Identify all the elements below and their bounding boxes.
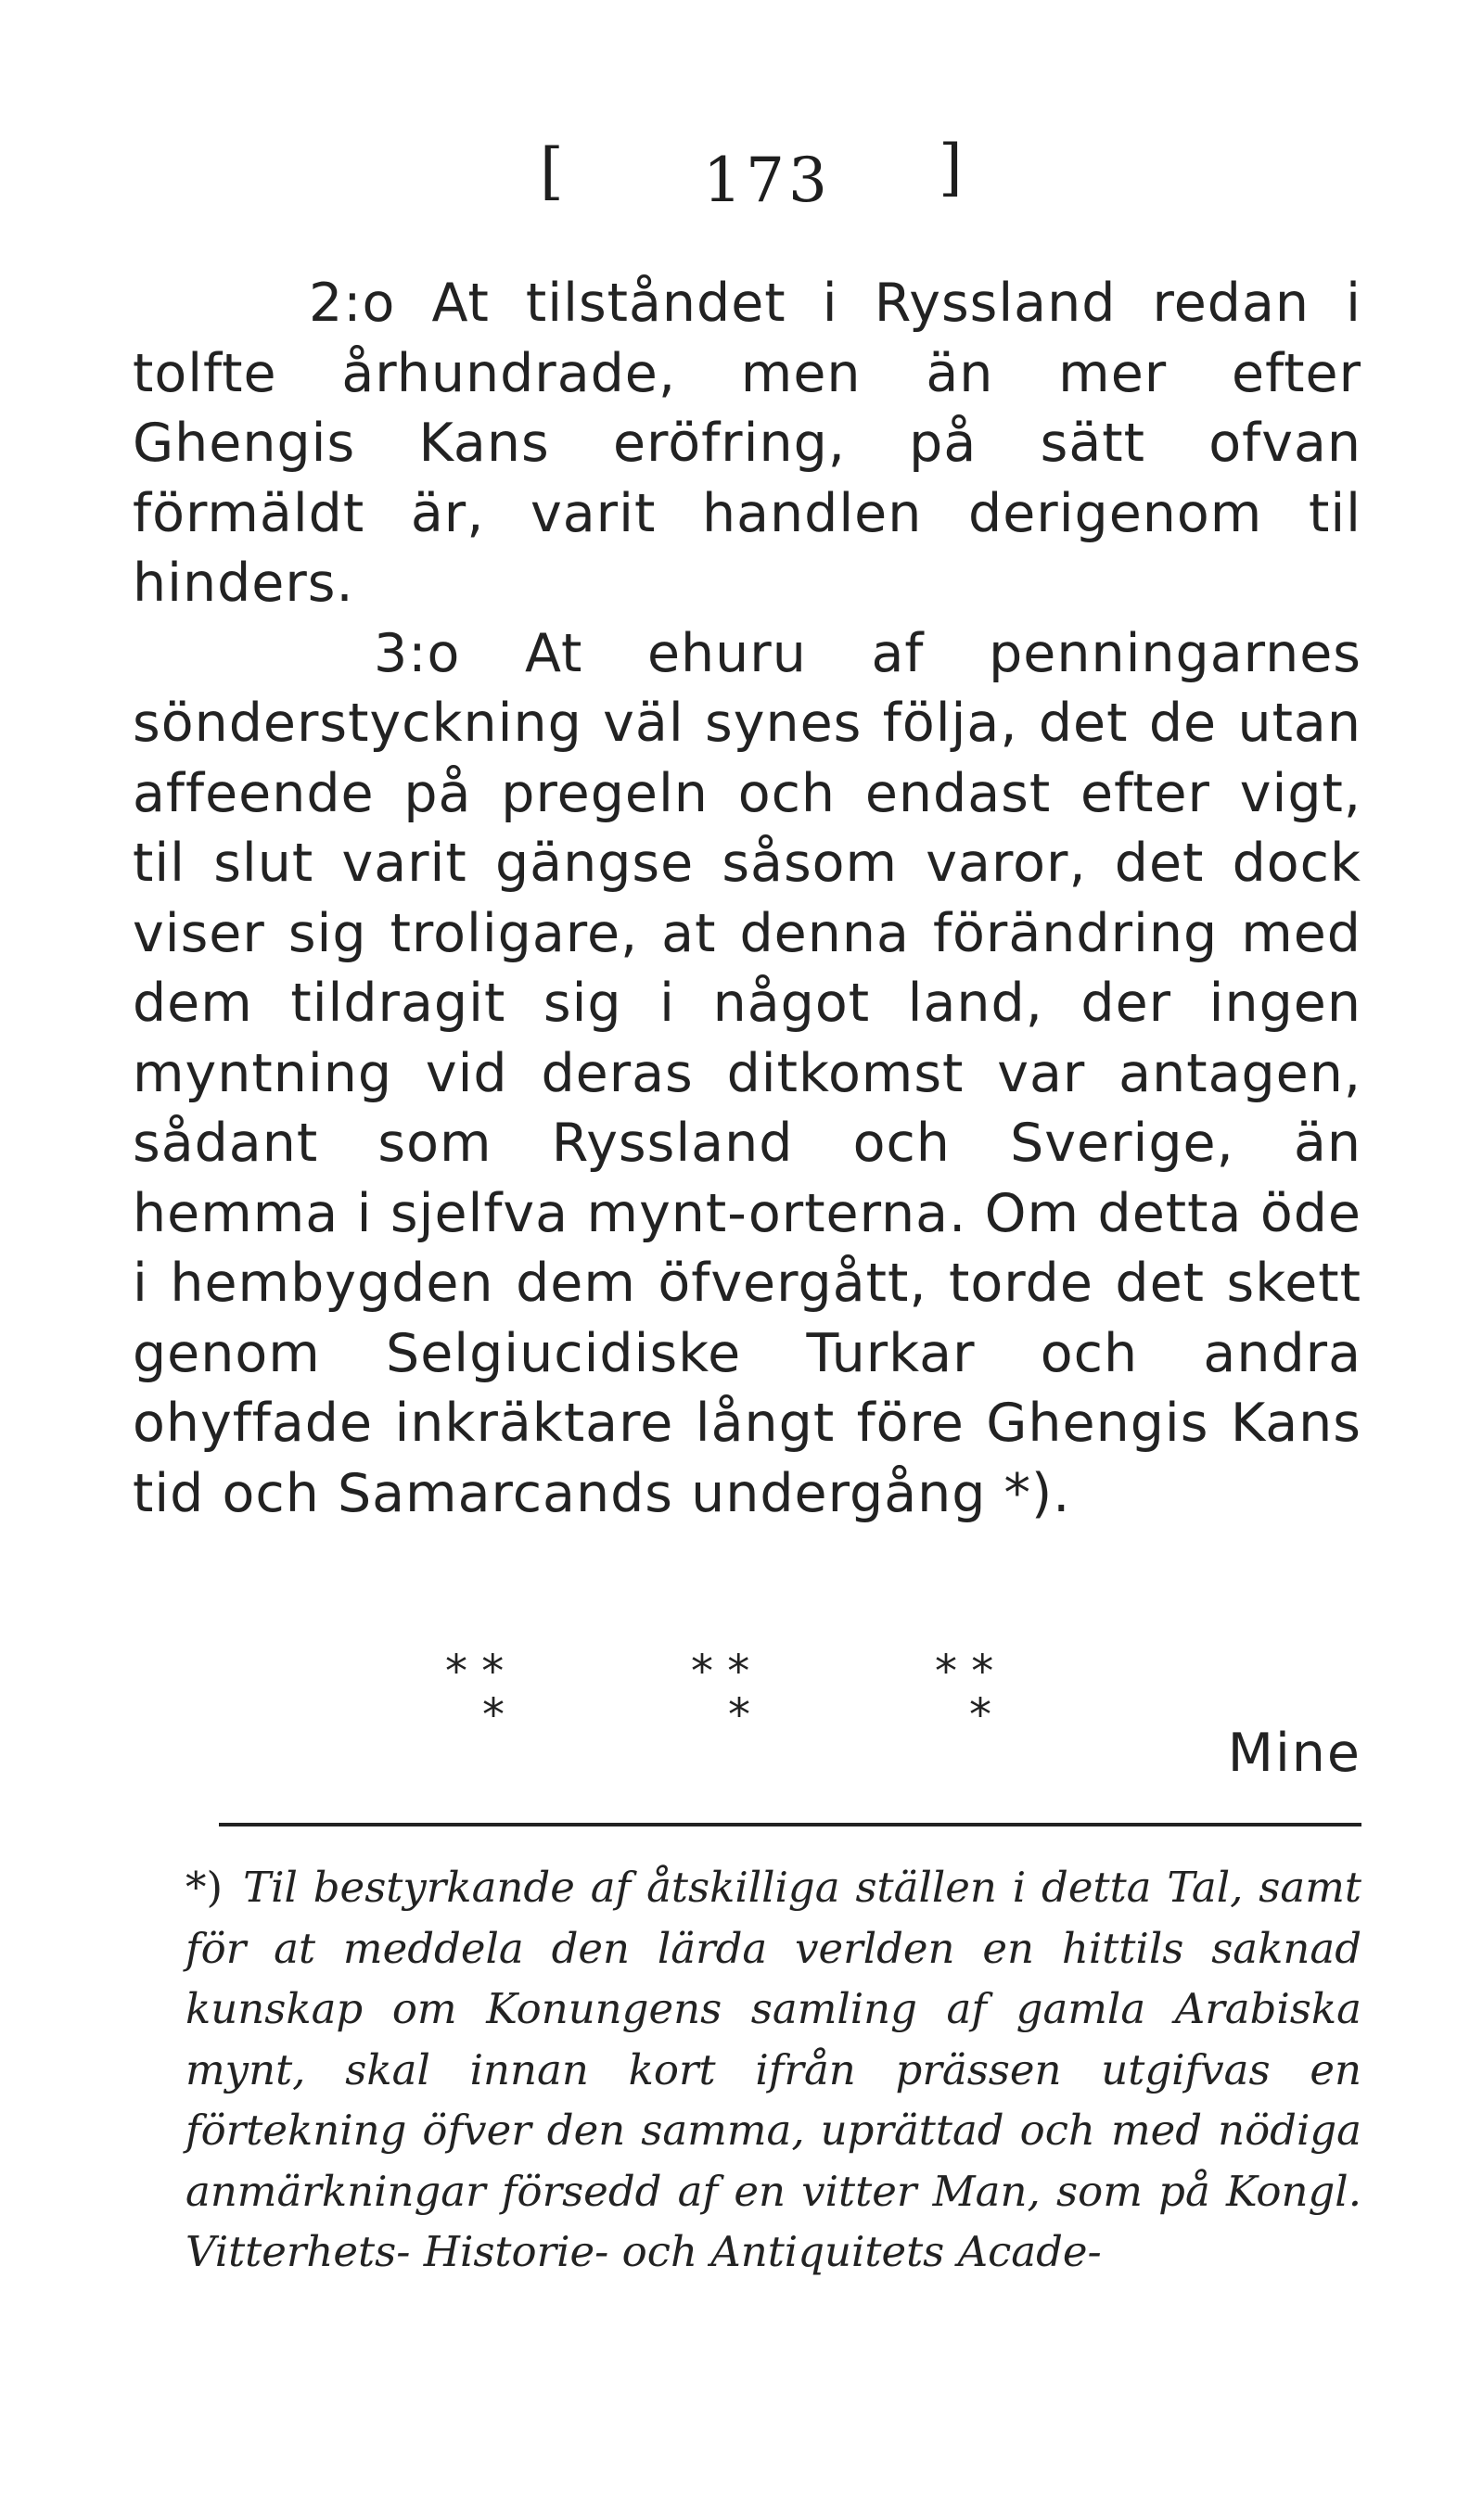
footnote	[185, 1857, 1361, 2283]
footnote-separator-rule	[219, 1823, 1361, 1826]
catchword: Mine	[1227, 1723, 1361, 1784]
asterism-pair: * *	[935, 1646, 994, 1698]
asterism-single: *	[482, 1689, 505, 1741]
paragraph-point-2: 2:o At tilståndet i Ryssland redan i tolfte århundrade, men än mer efter Ghengis Kans eröfring, på sätt ofvan förmäldt är, varit handlen derigenom til hinders.	[133, 273, 1361, 614]
asterism-pair: * *	[445, 1646, 505, 1698]
asterism-single: *	[969, 1689, 991, 1741]
footnote-text: Til bestyrkande af åtskilliga ställen i detta Tal, samt för at meddela den lärda verlden en hittils saknad kunskap om Konungens samling af gamla Arabiska mynt, skal innan kort ifrån prässen utgifvas en förtekning öfver den samma, uprättad och med nödiga anmärkningar försedd af en vitter Man, som på Kongl. Vitterhets- Historie- och Antiquitets Acade-	[185, 1863, 1361, 2276]
header-bracket-right: ]	[939, 132, 966, 203]
header-bracket-left: [	[540, 135, 568, 207]
footnote-marker: *)	[185, 1863, 224, 1912]
paragraph-point-3: 3:o At ehuru af penningarnes sönderstyckning väl synes följa, det de utan affeende på pregeln och endast efter vigt, til slut varit gängse såsom varor, det dock viser sig troligare, at denna förändring med dem tildragit sig i något land, der ingen myntning vid deras ditkomst var antagen, sådant som Ryssland och Sverige, än hemma i sjelfva mynt-orterna. Om detta öde i hembygden dem öfvergått, torde det skett genom Selgiucidiske Turkar och andra ohyffade inkräktare långt före Ghengis Kans tid och Samarcands undergång *).	[133, 622, 1361, 1524]
page-number: 173	[703, 145, 831, 216]
asterism-pair: * *	[691, 1646, 750, 1698]
main-text	[133, 269, 1361, 1529]
asterism-single: *	[728, 1689, 750, 1741]
